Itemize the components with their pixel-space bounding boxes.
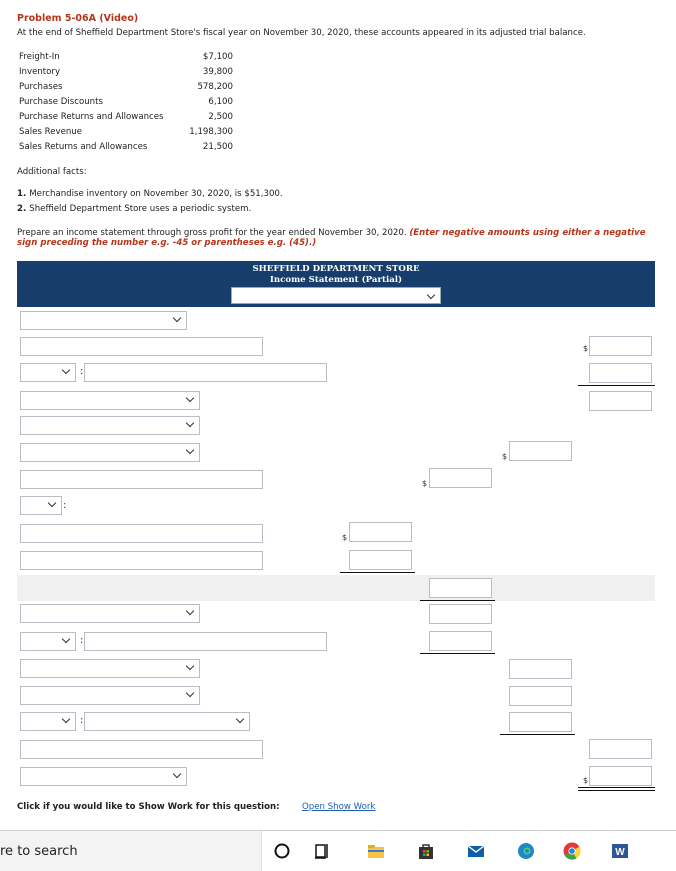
- line-item-input[interactable]: [20, 551, 263, 570]
- account-name: Freight-In: [19, 52, 60, 62]
- problem-title: Problem 5-06A (Video): [17, 13, 139, 24]
- underline: [340, 572, 415, 573]
- word-icon-letter: W: [615, 847, 625, 858]
- chevron-down-icon: [62, 715, 70, 723]
- line-item-input[interactable]: [84, 363, 327, 382]
- dollar-sign: $: [583, 776, 589, 785]
- amount-input[interactable]: [349, 522, 412, 542]
- line-item-select[interactable]: [20, 767, 187, 786]
- line-item-input[interactable]: [84, 632, 327, 651]
- chevron-down-icon: [186, 446, 194, 454]
- account-amount: 578,200: [197, 82, 233, 92]
- double-underline: [578, 787, 655, 791]
- file-explorer-icon[interactable]: [366, 841, 386, 861]
- dollar-sign: $: [342, 533, 348, 542]
- chevron-down-icon: [173, 770, 181, 778]
- underline: [420, 653, 495, 654]
- account-name: Sales Revenue: [19, 127, 83, 137]
- account-amount: 6,100: [208, 97, 233, 107]
- fact-number: 2.: [17, 204, 27, 214]
- underline: [420, 600, 495, 601]
- chrome-icon[interactable]: [562, 841, 582, 861]
- underline: [578, 385, 655, 386]
- chevron-down-icon: [186, 662, 194, 670]
- chevron-down-icon: [173, 314, 181, 322]
- account-amount: 2,500: [208, 112, 233, 122]
- small-select[interactable]: [20, 363, 76, 382]
- dollar-sign: $: [583, 344, 589, 353]
- open-show-work-link[interactable]: Open Show Work: [302, 802, 376, 812]
- underline: [500, 734, 575, 735]
- amount-input[interactable]: [429, 578, 492, 598]
- amount-input[interactable]: [589, 766, 652, 786]
- amount-input[interactable]: [509, 659, 572, 679]
- instructions-note: (Enter negative amounts using either a negative sign preceding the number e.g. -45 or parentheses e.g. (45).): [17, 228, 646, 248]
- line-item-select[interactable]: [20, 604, 200, 623]
- date-select[interactable]: [231, 287, 441, 304]
- amount-input[interactable]: [589, 363, 652, 383]
- fact-text: Sheffield Department Store uses a periodic system.: [29, 204, 252, 214]
- word-icon[interactable]: [610, 841, 630, 861]
- line-item-select[interactable]: [20, 416, 200, 435]
- amount-input[interactable]: [509, 441, 572, 461]
- dollar-sign: $: [502, 452, 508, 461]
- facts-title: Additional facts:: [17, 167, 87, 177]
- line-item-input[interactable]: [20, 337, 263, 356]
- statement-header: [17, 261, 655, 307]
- fact-text: Merchandise inventory on November 30, 2020, is $51,300.: [29, 189, 283, 199]
- account-name: Inventory: [19, 67, 61, 77]
- edge-icon[interactable]: [516, 841, 536, 861]
- statement-type: Income Statement (Partial): [269, 275, 403, 285]
- cortana-icon[interactable]: [272, 841, 292, 861]
- colon: :: [63, 500, 67, 511]
- amount-input[interactable]: [589, 336, 652, 356]
- amount-input[interactable]: [429, 604, 492, 624]
- fact-item: [17, 204, 251, 214]
- amount-input[interactable]: [349, 550, 412, 570]
- account-name: Purchases: [19, 82, 63, 92]
- task-view-icon[interactable]: [312, 841, 332, 861]
- mail-icon[interactable]: [466, 841, 486, 861]
- taskbar-search-box[interactable]: [0, 831, 262, 871]
- account-row: [19, 52, 233, 67]
- chevron-down-icon: [186, 419, 194, 427]
- line-item-select[interactable]: [20, 443, 200, 462]
- account-row: [19, 112, 233, 127]
- line-item-select[interactable]: [20, 659, 200, 678]
- account-row: [19, 67, 233, 82]
- account-amount: 39,800: [202, 67, 233, 77]
- amount-input[interactable]: [509, 686, 572, 706]
- amount-input[interactable]: [429, 631, 492, 651]
- chevron-down-icon: [186, 607, 194, 615]
- problem-intro: At the end of Sheffield Department Store's fiscal year on November 30, 2020, these accounts appeared in its adjusted trial balance.: [17, 28, 586, 38]
- dollar-sign: $: [422, 479, 428, 488]
- amount-input[interactable]: [589, 391, 652, 411]
- line-item-select[interactable]: [20, 686, 200, 705]
- colon: :: [80, 715, 84, 726]
- small-select[interactable]: [20, 712, 76, 731]
- colon: :: [80, 635, 84, 646]
- line-item-select[interactable]: [20, 391, 200, 410]
- date-select-box: [232, 288, 440, 303]
- chevron-down-icon: [48, 499, 56, 507]
- taskbar: [0, 830, 676, 871]
- chevron-down-icon: [62, 366, 70, 374]
- line-item-select[interactable]: [20, 311, 187, 330]
- store-icon[interactable]: [416, 841, 436, 861]
- account-row: [19, 127, 233, 142]
- colon: :: [80, 366, 84, 377]
- fact-number: 1.: [17, 189, 27, 199]
- account-row: [19, 142, 233, 157]
- chevron-down-icon: [427, 291, 435, 299]
- show-work-prompt: Click if you would like to Show Work for this question:: [17, 802, 280, 812]
- chevron-down-icon: [236, 715, 244, 723]
- chevron-down-icon: [186, 394, 194, 402]
- account-name: Purchase Discounts: [19, 97, 103, 107]
- search-placeholder: re to search: [0, 844, 78, 859]
- account-name: Sales Returns and Allowances: [19, 142, 148, 152]
- chevron-down-icon: [62, 635, 70, 643]
- line-item-input[interactable]: [20, 740, 263, 759]
- line-item-input[interactable]: [20, 470, 263, 489]
- chevron-down-icon: [186, 689, 194, 697]
- account-row: [19, 97, 233, 112]
- account-amount: $7,100: [202, 52, 233, 62]
- amount-input[interactable]: [509, 712, 572, 732]
- shaded-row: [17, 575, 655, 601]
- account-amount: 1,198,300: [189, 127, 233, 137]
- account-amount: 21,500: [202, 142, 233, 152]
- fact-item: [17, 189, 283, 199]
- account-name: Purchase Returns and Allowances: [19, 112, 164, 122]
- company-name: SHEFFIELD DEPARTMENT STORE: [252, 264, 420, 274]
- line-item-input[interactable]: [20, 524, 263, 543]
- instructions-text: Prepare an income statement through gross profit for the year ended November 30, 2020.: [17, 228, 407, 238]
- amount-input[interactable]: [429, 468, 492, 488]
- account-row: [19, 82, 233, 97]
- small-select[interactable]: [20, 496, 62, 515]
- line-item-select[interactable]: [84, 712, 250, 731]
- small-select[interactable]: [20, 632, 76, 651]
- amount-input[interactable]: [589, 739, 652, 759]
- instructions: [17, 228, 647, 248]
